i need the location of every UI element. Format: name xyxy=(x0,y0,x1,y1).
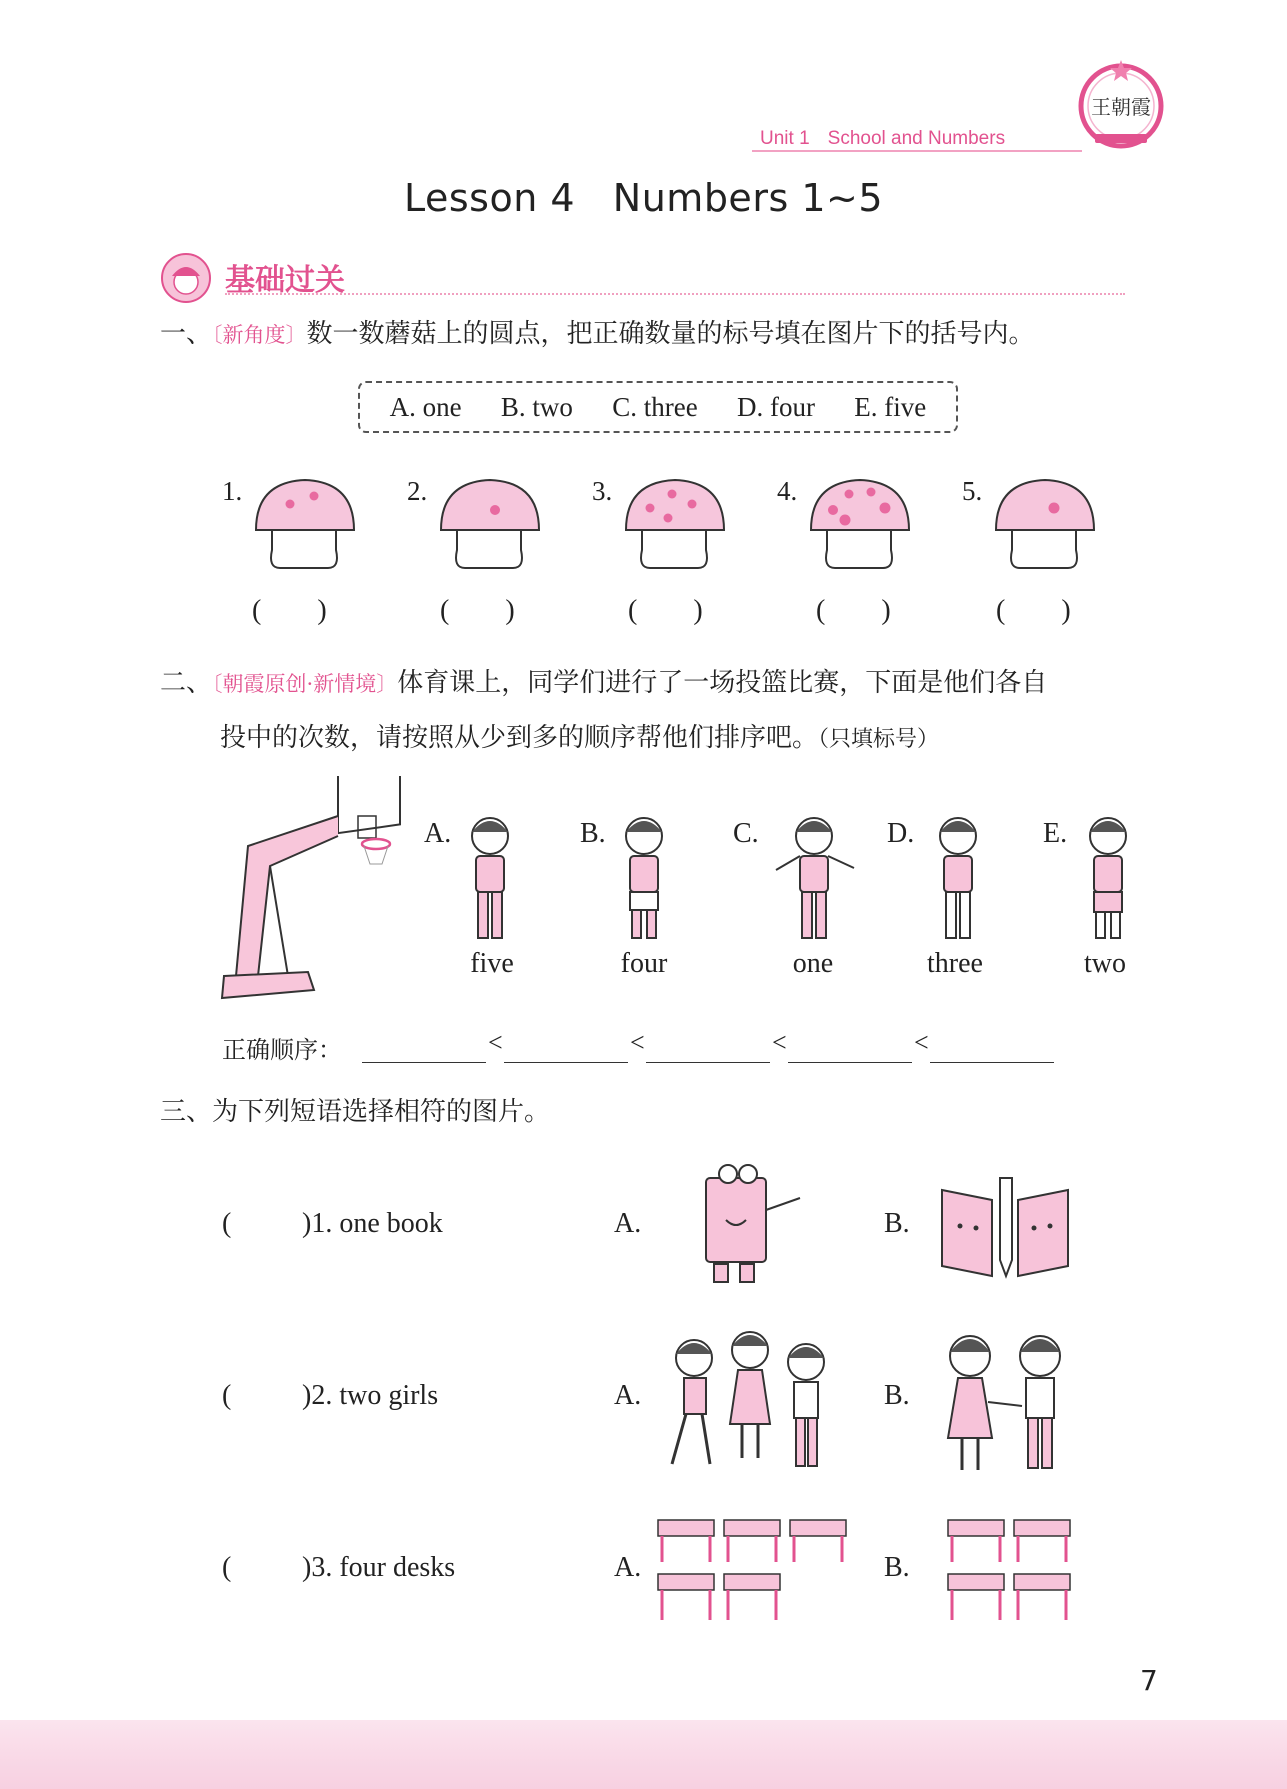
row1-option-b-label: B. xyxy=(884,1208,910,1239)
row1-open-paren[interactable]: ( xyxy=(222,1208,232,1239)
kid-e-letter: E. xyxy=(1043,818,1068,849)
answer-blank-5[interactable]: ( ) xyxy=(996,595,1071,626)
one-book-image[interactable] xyxy=(690,1160,820,1290)
option-a: A. one xyxy=(389,391,462,422)
q3-text: 为下列短语选择相符的图片。 xyxy=(212,1097,551,1127)
answer-blank-3[interactable]: ( ) xyxy=(628,595,703,626)
kid-c-image xyxy=(770,814,860,950)
mushroom-4-image xyxy=(805,474,915,574)
answer-blank-2[interactable]: ( ) xyxy=(440,595,515,626)
less-than-3: < xyxy=(772,1028,787,1057)
kid-c-count: one xyxy=(792,948,834,979)
kid-c-letter: C. xyxy=(733,818,759,849)
mushroom-5-label: 5. xyxy=(962,476,983,506)
kid-d-count: three xyxy=(927,948,983,979)
section-rule xyxy=(225,293,1125,295)
mushroom-2-image xyxy=(435,474,545,574)
three-girls-image[interactable] xyxy=(660,1328,840,1478)
q1-text: 数一数蘑菇上的圆点，把正确数量的标号填在图片下的括号内。 xyxy=(306,319,1035,349)
page-number: 7 xyxy=(1140,1664,1158,1697)
row3-option-a-label: A. xyxy=(614,1552,642,1583)
kid-b-letter: B. xyxy=(580,818,606,849)
kid-b-image xyxy=(610,814,680,950)
mushroom-4-label: 4. xyxy=(777,476,798,506)
kid-a-count: five xyxy=(470,948,514,979)
section-title: 基础过关 xyxy=(225,263,345,298)
mushroom-3-image xyxy=(620,474,730,574)
order-blank-1[interactable] xyxy=(362,1034,486,1063)
two-books-image[interactable] xyxy=(920,1160,1090,1290)
answer-blank-4[interactable]: ( ) xyxy=(816,595,891,626)
less-than-4: < xyxy=(914,1028,929,1057)
row3-phrase: )3. four desks xyxy=(302,1552,456,1583)
q2-note: （只填标号） xyxy=(818,727,940,752)
less-than-1: < xyxy=(488,1028,503,1057)
option-b: B. two xyxy=(500,391,573,422)
kid-e-image xyxy=(1074,814,1144,950)
kid-a-image xyxy=(456,814,526,950)
two-girls-image[interactable] xyxy=(930,1328,1080,1478)
kid-b-count: four xyxy=(620,948,668,979)
unit-header xyxy=(760,128,1005,150)
row2-phrase: )2. two girls xyxy=(302,1380,439,1411)
footer-band xyxy=(0,1720,1287,1789)
lesson-title: Lesson 4 Numbers 1~5 xyxy=(403,176,884,220)
svg-text:王朝霞: 王朝霞 xyxy=(1091,95,1151,119)
four-desks-image[interactable] xyxy=(944,1516,1074,1628)
five-desks-image[interactable] xyxy=(654,1516,854,1628)
row3-option-b-label: B. xyxy=(884,1552,910,1583)
row2-open-paren[interactable]: ( xyxy=(222,1380,232,1411)
q2-text-line1: 体育课上，同学们进行了一场投篮比赛，下面是他们各自 xyxy=(397,668,1048,698)
row2-option-a-label: A. xyxy=(614,1380,642,1411)
q1-tag: 〔新角度〕 xyxy=(212,323,307,347)
basketball-hoop-image xyxy=(218,776,408,1004)
less-than-2: < xyxy=(630,1028,645,1057)
mushroom-2-label: 2. xyxy=(407,476,428,506)
kid-a-letter: A. xyxy=(424,818,452,849)
q2-number: 二、 xyxy=(160,668,213,698)
q1-prompt xyxy=(160,314,1035,355)
row3-open-paren[interactable]: ( xyxy=(222,1552,232,1583)
order-blank-4[interactable] xyxy=(788,1034,912,1063)
row1-option-a-label: A. xyxy=(614,1208,642,1239)
order-blank-2[interactable] xyxy=(504,1034,628,1063)
mushroom-5-image xyxy=(990,474,1100,574)
order-label: 正确顺序： xyxy=(222,1036,342,1064)
kid-d-letter: D. xyxy=(887,818,915,849)
answer-blank-1[interactable]: ( ) xyxy=(252,595,327,626)
kid-d-image xyxy=(924,814,994,950)
section-girl-icon xyxy=(160,252,212,304)
q2-prompt-line1 xyxy=(160,663,1047,704)
row2-option-b-label: B. xyxy=(884,1380,910,1411)
q3-number: 三、 xyxy=(160,1097,213,1127)
mushroom-1-label: 1. xyxy=(222,476,243,506)
row1-phrase: )1. one book xyxy=(302,1208,443,1239)
publisher-logo xyxy=(1075,58,1167,150)
option-c: C. three xyxy=(612,391,698,422)
q1-number: 一、 xyxy=(160,319,213,349)
q3-prompt xyxy=(160,1092,550,1132)
q2-tag: 〔朝霞原创·新情境〕 xyxy=(212,672,398,696)
options-box xyxy=(358,381,958,433)
unit-title: School and Numbers xyxy=(827,128,1006,149)
order-blank-3[interactable] xyxy=(646,1034,770,1063)
order-blank-5[interactable] xyxy=(930,1034,1054,1063)
kid-e-count: two xyxy=(1084,948,1126,979)
mushroom-1-image xyxy=(250,474,360,574)
option-d: D. four xyxy=(737,391,815,422)
header-rule xyxy=(752,150,1082,152)
mushroom-3-label: 3. xyxy=(592,476,613,506)
unit-number: Unit 1 xyxy=(760,128,810,149)
option-e: E. five xyxy=(854,391,927,422)
q2-prompt-line2 xyxy=(220,718,939,760)
q2-text-line2: 投中的次数，请按照从少到多的顺序帮他们排序吧。 xyxy=(220,723,819,753)
